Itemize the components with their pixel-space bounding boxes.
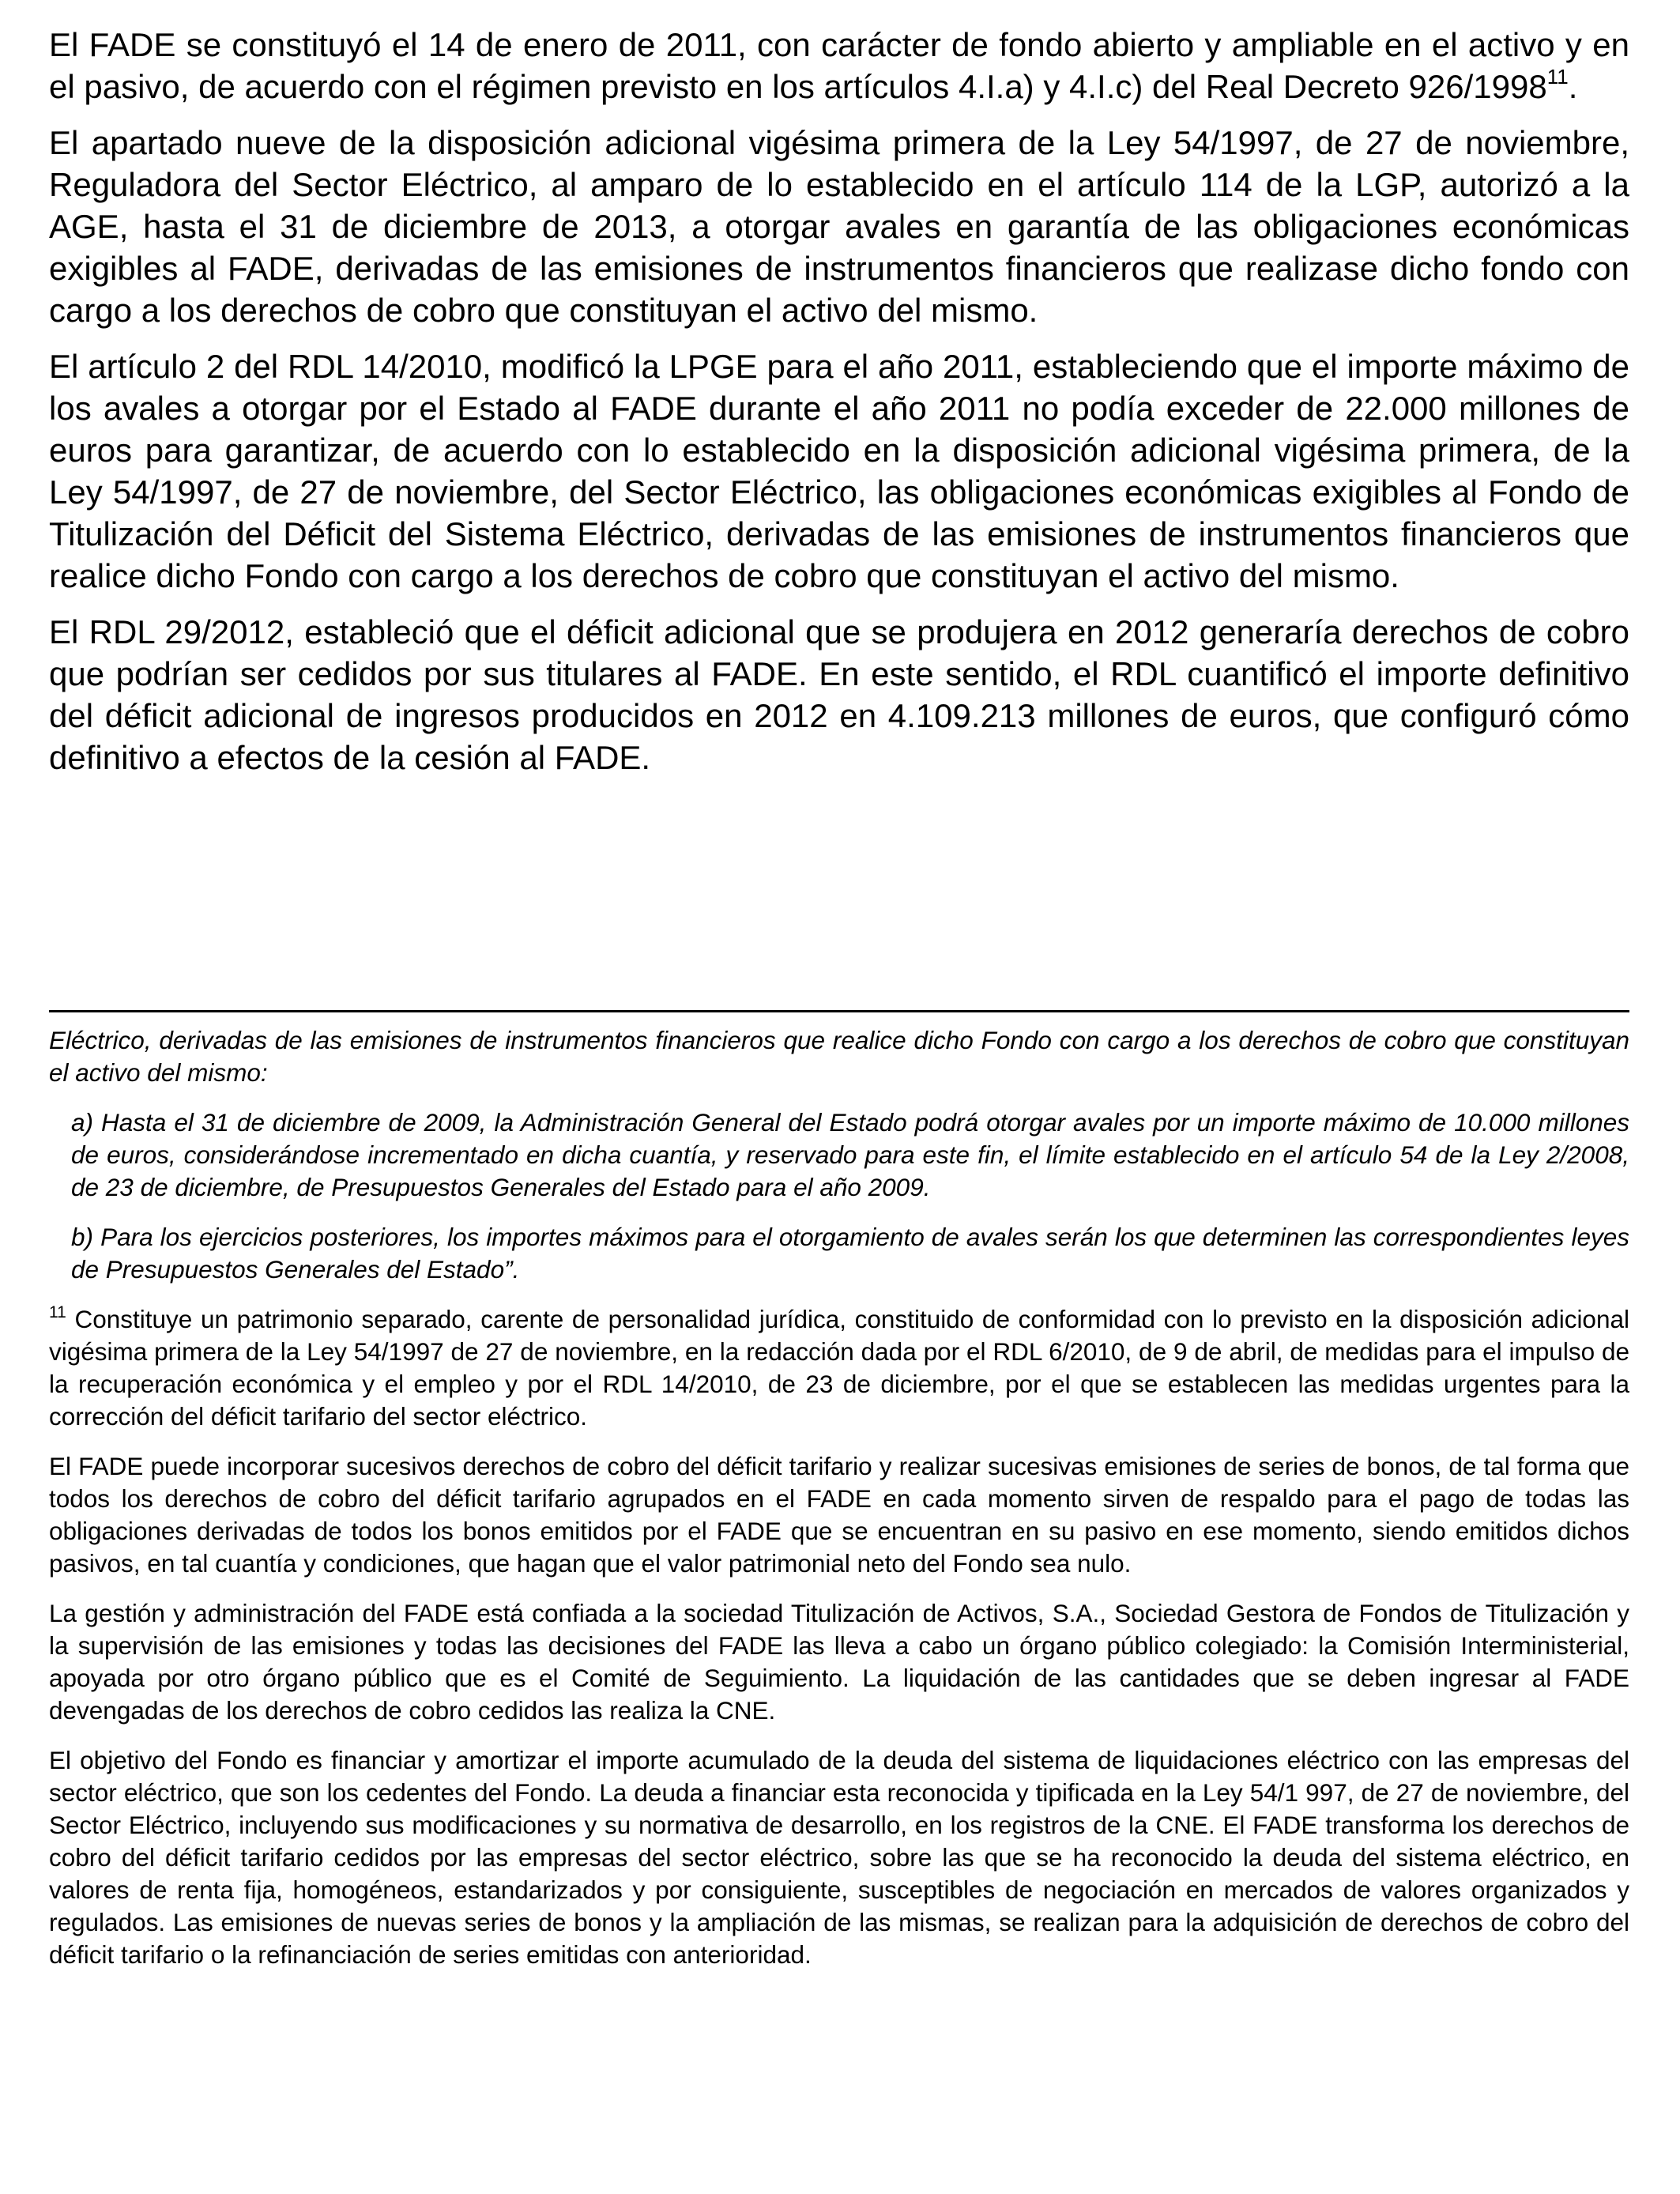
footnote-ref-11[interactable]: 11	[1546, 65, 1569, 89]
footnote-continuation: Eléctrico, derivadas de las emisiones de instrumentos financieros que realice dicho Fondo con cargo a los derechos de cobro que constituyan el activo del mismo:	[49, 1026, 1629, 1087]
document-page	[49, 24, 1629, 1969]
footnote-11	[49, 1303, 1629, 1433]
footnotes-area	[49, 1024, 1629, 1989]
footnote-11-paragraph-3: La gestión y administración del FADE está confiada a la sociedad Titulización de Activos, S.A., Sociedad Gestora de Fondos de Titulización y la supervisión de las emisiones y todas las decisiones del FADE las lleva a cabo un órgano público colegiado: la Comisión Interministerial, apoyada por otro órgano público que es el Comité de Seguimiento. La liquidación de las cantidades que se deben ingresar al FADE devengadas de los derechos de cobro cedidos las realiza la CNE.	[49, 1599, 1629, 1725]
body-paragraph-4: El RDL 29/2012, estableció que el déficit adicional que se produjera en 2012 generaría derechos de cobro que podrían ser cedidos por sus titulares al FADE. En este sentido, el RDL cuantificó el importe definitivo del déficit adicional de ingresos producidos en 2012 en 4.109.213 millones de euros, que configuró cómo definitivo a efectos de la cesión al FADE.	[49, 613, 1629, 776]
body-paragraph-3: El artículo 2 del RDL 14/2010, modificó la LPGE para el año 2011, estableciendo que el importe máximo de los avales a otorgar por el Estado al FADE durante el año 2011 no podía exceder de 22.000 millones de euros para garantizar, de acuerdo con lo establecido en la disposición adicional vigésima primera, de la Ley 54/1997, de 27 de noviembre, del Sector Eléctrico, las obligaciones económicas exigibles al Fondo de Titulización del Déficit del Sistema Eléctrico, derivadas de las emisiones de instrumentos financieros que realice dicho Fondo con cargo a los derechos de cobro que constituyan el activo del mismo.	[49, 348, 1629, 594]
body-paragraph-1-tail: .	[1568, 68, 1578, 105]
footnote-11-paragraph-2: El FADE puede incorporar sucesivos derechos de cobro del déficit tarifario y realizar sucesivas emisiones de series de bonos, de tal forma que todos los derechos de cobro del déficit tarifario agrupados en el FADE en cada momento sirven de respaldo para el pago de todas las obligaciones derivadas de todos los bonos emitidos por el FADE que se encuentran en su pasivo en ese momento, siendo emitidos dichos pasivos, en tal cuantía y condiciones, que hagan que el valor patrimonial neto del Fondo sea nulo.	[49, 1452, 1629, 1578]
footnote-11-paragraph-4: El objetivo del Fondo es financiar y amortizar el importe acumulado de la deuda del sistema de liquidaciones eléctrico con las empresas del sector eléctrico, que son los cedentes del Fondo. La deuda a financiar esta reconocida y tipificada en la Ley 54/1 997, de 27 de noviembre, del Sector Eléctrico, incluyendo sus modificaciones y su normativa de desarrollo, en los registros de la CNE. El FADE transforma los derechos de cobro del déficit tarifario cedidos por las empresas del sector eléctrico, sobre las que se ha reconocido la deuda del sistema eléctrico, en valores de renta fija, homogéneos, estandarizados y por consiguiente, susceptibles de negociación en mercados de valores organizados y regulados. Las emisiones de nuevas series de bonos y la ampliación de las mismas, se realizan para la adquisición de derechos de cobro del déficit tarifario o la refinanciación de series emitidas con anterioridad.	[49, 1746, 1629, 1969]
body-paragraph-1-text: El FADE se constituyó el 14 de enero de 2011, con carácter de fondo abierto y ampliable en el activo y en el pasivo, de acuerdo con el régimen previsto en los artículos 4.I.a) y 4.I.c) del Real Decreto 926/1998	[49, 26, 1629, 105]
footnote-11-text: Constituye un patrimonio separado, carente de personalidad jurídica, constituido de conformidad con lo previsto en la disposición adicional vigésima primera de la Ley 54/1997 de 27 de noviembre, en la redacción dada por el RDL 6/2010, de 9 de abril, de medidas para el impulso de la recuperación económica y el empleo y por el RDL 14/2010, de 23 de diciembre, por el que se establecen las medidas urgentes para la corrección del déficit tarifario del sector eléctrico.	[49, 1305, 1629, 1431]
body-paragraph-2: El apartado nueve de la disposición adicional vigésima primera de la Ley 54/1997, de 27 de noviembre, Reguladora del Sector Eléctrico, al amparo de lo establecido en el artículo 114 de la LGP, autorizó a la AGE, hasta el 31 de diciembre de 2013, a otorgar avales en garantía de las obligaciones económicas exigibles al FADE, derivadas de las emisiones de instrumentos financieros que realizase dicho fondo con cargo a los derechos de cobro que constituyan el activo del mismo.	[49, 124, 1629, 329]
footnote-separator	[49, 1010, 1629, 1012]
footnote-item-b: b) Para los ejercicios posteriores, los importes máximos para el otorgamiento de avales serán los que determinen las correspondientes leyes de Presupuestos Generales del Estado”.	[71, 1223, 1629, 1284]
footnote-item-a: a) Hasta el 31 de diciembre de 2009, la Administración General del Estado podrá otorgar avales por un importe máximo de 10.000 millones de euros, considerándose incrementado en dicha cuantía, y reservado para este fin, el límite establecido en el artículo 54 de la Ley 2/2008, de 23 de diciembre, de Presupuestos Generales del Estado para el año 2009.	[71, 1108, 1629, 1201]
body-paragraph-1	[49, 24, 1629, 107]
footnote-11-number: 11	[49, 1303, 66, 1321]
